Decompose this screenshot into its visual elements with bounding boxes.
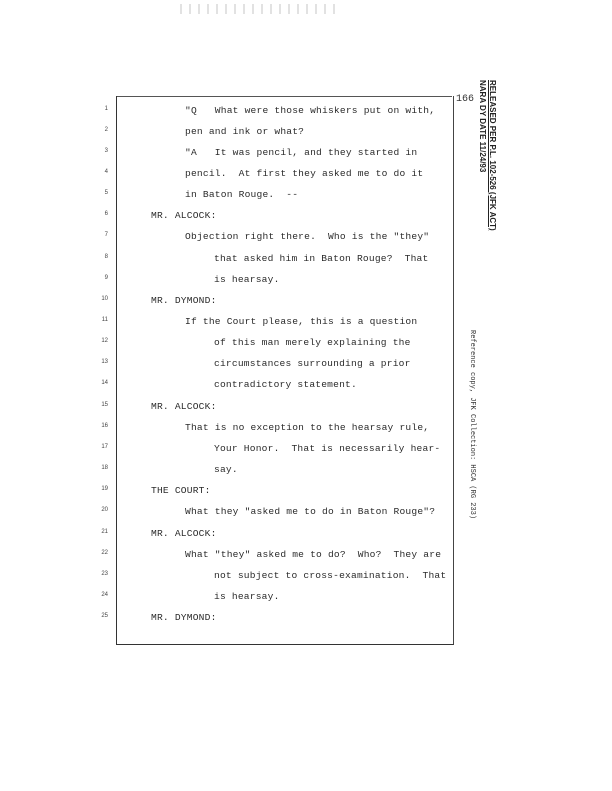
transcript-line: in Baton Rouge. -- bbox=[185, 189, 299, 200]
transcript-line: "A It was pencil, and they started in bbox=[185, 147, 418, 158]
transcript-line: Your Honor. That is necessarily hear- bbox=[214, 443, 441, 454]
line-number: 15 bbox=[101, 402, 108, 408]
transcript-line: pen and ink or what? bbox=[185, 126, 305, 137]
line-number: 22 bbox=[101, 550, 108, 556]
transcript-line: "Q What were those whiskers put on with, bbox=[185, 105, 436, 116]
release-stamp-line2: NARA DY DATE 11/24/93 bbox=[478, 80, 487, 173]
line-number: 21 bbox=[101, 529, 108, 535]
line-number: 18 bbox=[101, 465, 108, 471]
transcript-line: is hearsay. bbox=[214, 591, 280, 602]
line-number: 13 bbox=[101, 359, 108, 365]
line-number: 2 bbox=[104, 127, 108, 133]
transcript-line: pencil. At first they asked me to do it bbox=[185, 168, 424, 179]
transcript-line: What "they" asked me to do? Who? They are bbox=[185, 549, 442, 560]
line-number: 1 bbox=[104, 106, 108, 112]
transcript-line: of this man merely explaining the bbox=[214, 337, 411, 348]
transcript-line: circumstances surrounding a prior bbox=[214, 358, 411, 369]
scan-artifact bbox=[180, 4, 340, 14]
transcript-line: What they "asked me to do in Baton Rouge"? bbox=[185, 506, 436, 517]
reference-copy-note: Reference copy, JFK Collection: HSCA (RG 233) bbox=[468, 330, 476, 520]
page-number: 166 bbox=[456, 94, 475, 105]
line-number: 19 bbox=[101, 486, 108, 492]
release-stamp-line1: RELEASED PER P.L. 102-526 (JFK ACT) bbox=[488, 80, 497, 231]
transcript-line: say. bbox=[214, 464, 238, 475]
line-number: 3 bbox=[104, 148, 108, 154]
transcript-line: If the Court please, this is a question bbox=[185, 316, 418, 327]
transcript-line: is hearsay. bbox=[214, 274, 280, 285]
line-number: 14 bbox=[101, 380, 108, 386]
transcript-line: contradictory statement. bbox=[214, 379, 357, 390]
speaker-label: MR. DYMOND: bbox=[151, 295, 217, 306]
release-stamp bbox=[477, 80, 497, 231]
speaker-label: MR. ALCOCK: bbox=[151, 401, 217, 412]
transcript-line: That is no exception to the hearsay rule, bbox=[185, 422, 430, 433]
transcript-line: Objection right there. Who is the "they" bbox=[185, 231, 430, 242]
line-number: 8 bbox=[104, 254, 108, 260]
transcript-line: that asked him in Baton Rouge? That bbox=[214, 253, 429, 264]
speaker-label: MR. ALCOCK: bbox=[151, 210, 217, 221]
speaker-label: MR. ALCOCK: bbox=[151, 528, 217, 539]
line-number: 10 bbox=[101, 296, 108, 302]
speaker-label: MR. DYMOND: bbox=[151, 612, 217, 623]
transcript-line: not subject to cross-examination. That bbox=[214, 570, 447, 581]
line-number: 5 bbox=[104, 190, 108, 196]
line-number: 7 bbox=[104, 232, 108, 238]
line-number: 6 bbox=[104, 211, 108, 217]
line-number: 24 bbox=[101, 592, 108, 598]
line-number: 11 bbox=[101, 317, 108, 323]
line-number: 16 bbox=[101, 423, 108, 429]
speaker-label: THE COURT: bbox=[151, 485, 211, 496]
line-number: 4 bbox=[104, 169, 108, 175]
line-number: 23 bbox=[101, 571, 108, 577]
line-number: 25 bbox=[101, 613, 108, 619]
line-number: 17 bbox=[101, 444, 108, 450]
line-number: 20 bbox=[101, 507, 108, 513]
line-number: 9 bbox=[104, 275, 108, 281]
line-number: 12 bbox=[101, 338, 108, 344]
